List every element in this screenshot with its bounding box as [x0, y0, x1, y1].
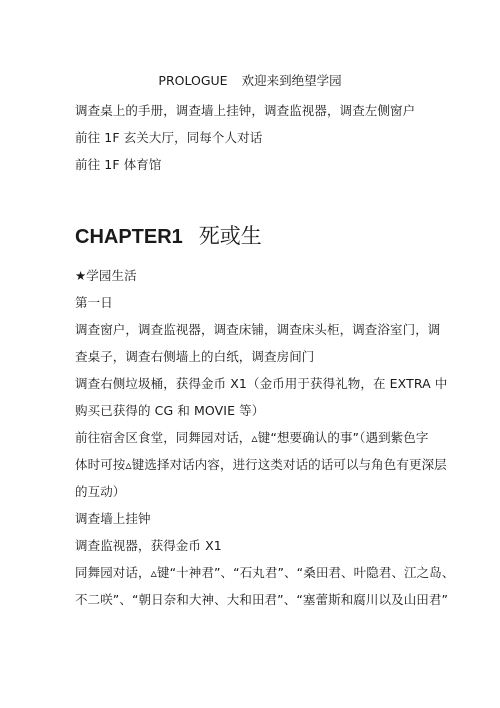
chapter-line: 调查墙上挂钟: [75, 511, 151, 526]
chapter-line: 体时可按▵键选择对话内容，进行这类对话的话可以与角色有更深层: [75, 457, 447, 472]
chapter-line: 调查右侧垃圾桶，获得金币 X1（金币用于获得礼物，在 EXTRA 中: [75, 376, 448, 391]
chapter-line: 不二咲”、“朝日奈和大神、大和田君”、“塞蕾斯和腐川以及山田君”: [75, 592, 449, 607]
chapter-line: 前往宿舍区食堂，同舞园对话，▵键“想要确认的事”（遇到紫色字: [75, 430, 429, 445]
prologue-line: 调查桌上的手册，调查墙上挂钟，调查监视器，调查左侧窗户: [75, 103, 416, 118]
chapter-heading: [75, 222, 262, 252]
prologue-heading: [0, 73, 500, 89]
chapter-title: 死或生: [198, 224, 262, 248]
chapter-label: CHAPTER1: [75, 226, 183, 248]
day-heading: 第一日: [75, 295, 113, 310]
prologue-line: 前往 1F 体育馆: [75, 157, 162, 172]
prologue-label: PROLOGUE: [158, 73, 228, 88]
chapter-line: 同舞园对话，▵键“十神君”、“石丸君”、“桑田君、叶隐君、江之岛、: [75, 565, 455, 580]
chapter-line: 查桌子，调查右侧墙上的白纸，调查房间门: [75, 349, 315, 364]
chapter-line: 调查窗户，调查监视器，调查床铺，调查床头柜，调查浴室门，调: [75, 322, 441, 337]
chapter-line: 购买已获得的 CG 和 MOVIE 等）: [75, 403, 265, 418]
chapter-line: 调查监视器，获得金币 X1: [75, 538, 222, 553]
prologue-title: 欢迎来到绝望学园: [241, 73, 342, 88]
chapter-line: 的互动）: [75, 484, 126, 499]
section-heading: ★学园生活: [75, 268, 137, 283]
prologue-line: 前往 1F 玄关大厅，同每个人对话: [75, 130, 263, 145]
